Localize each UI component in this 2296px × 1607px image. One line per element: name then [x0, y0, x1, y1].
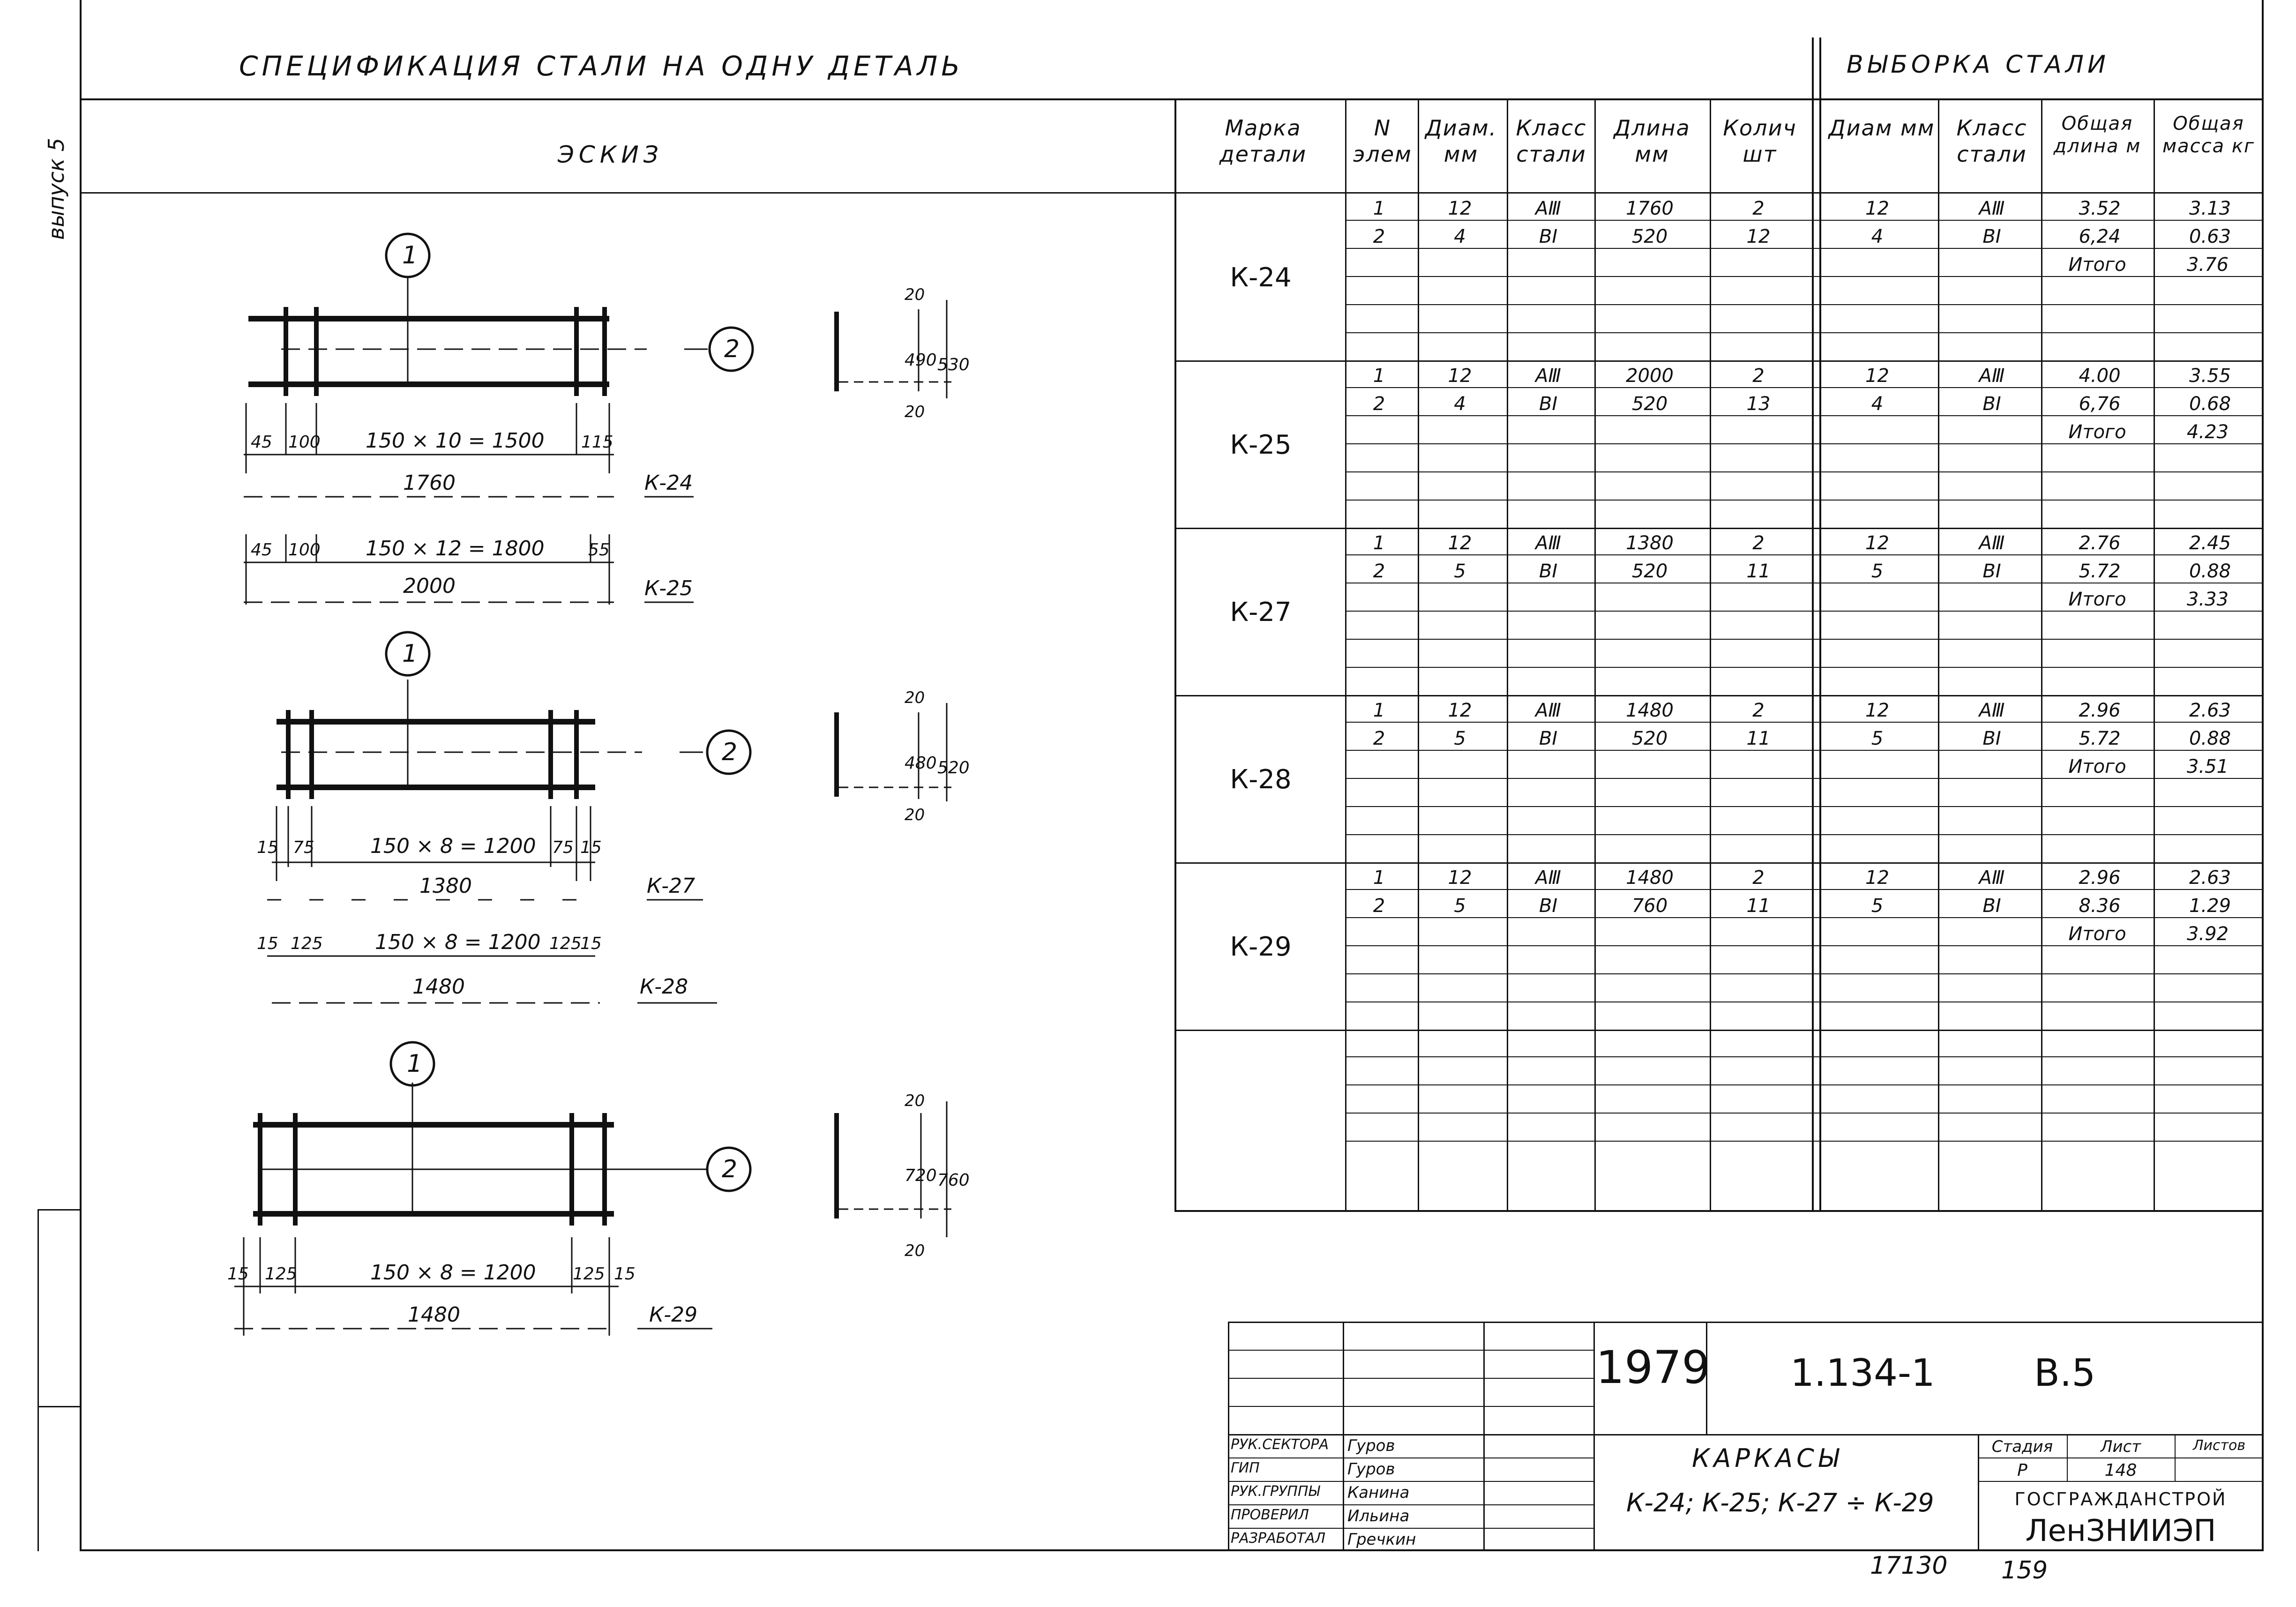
dim-115: 115 — [581, 433, 613, 452]
dim-k27-main: 150 × 8 = 1200 — [370, 834, 536, 858]
eskiz-title: ЭСКИЗ — [558, 141, 663, 168]
vyb-total-len: 3.52 — [2079, 198, 2121, 219]
dim-k24-main: 150 × 10 = 1500 — [366, 429, 545, 453]
part-mark: К-29 — [1230, 932, 1292, 962]
elem-length: 520 — [1631, 561, 1668, 582]
dim-k25-main: 150 × 12 = 1800 — [366, 537, 545, 561]
sec1-20a: 20 — [905, 285, 925, 304]
vyb-total-mass: 0.88 — [2189, 561, 2231, 582]
elem-class: ВⅠ — [1539, 393, 1558, 415]
part-mark: К-25 — [1230, 430, 1292, 460]
row-line — [1345, 304, 2262, 305]
dim-55: 55 — [588, 540, 610, 560]
dim-15b: 15 — [580, 838, 602, 857]
elem-n: 2 — [1373, 895, 1385, 917]
row-line — [1345, 722, 2262, 723]
elem-class: ВⅠ — [1539, 728, 1558, 749]
row-line-empty — [1345, 1084, 2262, 1085]
elem-length: 1760 — [1626, 198, 1674, 219]
stamp-role: РАЗРАБОТАЛ — [1231, 1530, 1326, 1547]
part-mark: К-28 — [1230, 764, 1292, 795]
vyb-diam: 12 — [1865, 700, 1889, 721]
table-header-line — [1174, 192, 2264, 194]
col-header-total-mass: Общая масса кг — [2162, 113, 2255, 157]
eskiz-drawing — [0, 0, 1172, 1547]
row-line — [1345, 415, 2262, 416]
dim-100: 100 — [288, 433, 321, 452]
vyb-diam: 5 — [1871, 728, 1884, 749]
stamp-year: 1979 — [1596, 1341, 1711, 1394]
dim-1480b: 1480 — [408, 1303, 460, 1327]
elem-n: 2 — [1373, 561, 1385, 582]
elem-class: АⅢ — [1535, 700, 1561, 721]
row-line — [1345, 471, 2262, 472]
stamp-role: РУК.СЕКТОРА — [1231, 1436, 1329, 1453]
elem-diam: 4 — [1454, 226, 1466, 247]
row-line — [1345, 750, 2262, 751]
dim-125b: 125 — [549, 934, 582, 953]
row-line — [1345, 973, 2262, 974]
elem-count: 13 — [1746, 393, 1771, 415]
elem-n: 2 — [1373, 728, 1385, 749]
elem-count: 2 — [1752, 532, 1765, 554]
dim-k29-main: 150 × 8 = 1200 — [370, 1261, 536, 1285]
elem-length: 520 — [1631, 728, 1668, 749]
row-line — [1345, 443, 2262, 444]
dim-125d: 125 — [573, 1264, 605, 1284]
vyb-diam: 12 — [1865, 867, 1889, 889]
elem-diam: 12 — [1448, 198, 1472, 219]
vyb-total-mass: 0.88 — [2189, 728, 2231, 749]
dim-15c: 15 — [257, 934, 278, 953]
part-separator — [1174, 528, 2264, 529]
itogo-value: 4.23 — [2186, 421, 2229, 443]
row-line — [1345, 834, 2262, 835]
sec1-490: 490 — [905, 351, 937, 370]
label-k24: К-24 — [644, 471, 693, 495]
dim-45b: 45 — [251, 540, 272, 560]
dim-125c: 125 — [265, 1264, 297, 1284]
dim-100b: 100 — [288, 540, 321, 560]
itogo-label: Итого — [2068, 254, 2126, 276]
label-k29: К-29 — [649, 1303, 698, 1327]
stamp-issue: В.5 — [2034, 1351, 2096, 1395]
stamp-name: Гуров — [1347, 1436, 1395, 1455]
spec-title: СПЕЦИФИКАЦИЯ СТАЛИ НА ОДНУ ДЕТАЛЬ — [239, 50, 964, 82]
itogo-value: 3.33 — [2186, 589, 2229, 610]
dim-15a: 15 — [257, 838, 278, 857]
elem-n: 1 — [1373, 867, 1385, 889]
dim-15e: 15 — [227, 1264, 249, 1284]
itogo-value: 3.76 — [2186, 254, 2229, 276]
vyb-total-len: 5.72 — [2079, 561, 2121, 582]
col-header-diam: Диам. мм — [1425, 115, 1497, 167]
row-line — [1345, 276, 2262, 277]
part-mark: К-27 — [1230, 597, 1292, 628]
row-line-empty — [1345, 1056, 2262, 1057]
dim-75b: 75 — [552, 838, 574, 857]
row-line — [1345, 889, 2262, 890]
elem-count: 11 — [1746, 728, 1771, 749]
stamp-subtitle: К-24; К-25; К-27 ÷ К-29 — [1626, 1488, 1934, 1517]
row-line-empty — [1345, 1141, 2262, 1142]
elem-diam: 5 — [1454, 561, 1466, 582]
elem-n: 2 — [1373, 226, 1385, 247]
stamp-name: Гречкин — [1347, 1530, 1416, 1549]
elem-n: 1 — [1373, 532, 1385, 554]
stamp-sheets-label: Листов — [2192, 1437, 2246, 1454]
vyb-class: ВⅠ — [1982, 895, 2001, 917]
vyb-class: ВⅠ — [1982, 226, 2001, 247]
row-line — [1345, 639, 2262, 640]
stamp-role: ПРОВЕРИЛ — [1231, 1507, 1309, 1523]
elem-diam: 5 — [1454, 895, 1466, 917]
pos-1-label: 1 — [402, 241, 418, 269]
pos-2-label-3: 2 — [722, 1155, 738, 1183]
dim-2000: 2000 — [403, 574, 456, 598]
sec2-20a: 20 — [905, 688, 925, 707]
table-col-line — [1938, 98, 1939, 1211]
vyb-class: АⅢ — [1979, 700, 2005, 721]
stamp-sheet: 148 — [2104, 1461, 2137, 1480]
pos-1-label-3: 1 — [407, 1050, 423, 1078]
col-header-class: Класс стали — [1516, 115, 1587, 167]
table-col-line — [1710, 98, 1711, 1211]
elem-class: ВⅠ — [1539, 561, 1558, 582]
dim-k28-main: 150 × 8 = 1200 — [375, 930, 541, 954]
sec3-760: 760 — [937, 1171, 970, 1190]
vyb-total-len: 6,76 — [2079, 393, 2121, 415]
row-line — [1345, 248, 2262, 249]
row-line-empty — [1345, 1113, 2262, 1114]
elem-length: 520 — [1631, 226, 1668, 247]
table-col-line — [1418, 98, 1419, 1211]
part-separator — [1174, 862, 2264, 864]
dim-75a: 75 — [293, 838, 314, 857]
vyb-total-len: 2.76 — [2079, 532, 2121, 554]
elem-length: 760 — [1631, 895, 1668, 917]
dim-1380: 1380 — [419, 874, 472, 898]
itogo-label: Итого — [2068, 421, 2126, 443]
dim-15d: 15 — [580, 934, 602, 953]
row-line — [1345, 945, 2262, 946]
elem-count: 2 — [1752, 700, 1765, 721]
label-k28: К-28 — [640, 975, 688, 999]
stamp-title: КАРКАСЫ — [1692, 1443, 1843, 1473]
elem-diam: 4 — [1454, 393, 1466, 415]
stamp-doc: 1.134-1 — [1790, 1351, 1935, 1395]
vyb-total-len: 4.00 — [2079, 365, 2121, 387]
elem-length: 1480 — [1626, 700, 1674, 721]
elem-class: АⅢ — [1535, 867, 1561, 889]
label-k27: К-27 — [647, 874, 696, 898]
table-col-line — [1594, 98, 1596, 1211]
col-header-vdiam: Диам мм — [1828, 115, 1935, 141]
row-line — [1345, 332, 2262, 333]
elem-diam: 12 — [1448, 532, 1472, 554]
vyb-class: ВⅠ — [1982, 728, 2001, 749]
elem-diam: 12 — [1448, 700, 1472, 721]
vyb-total-len: 5.72 — [2079, 728, 2121, 749]
col-header-count: Колич шт — [1723, 115, 1797, 167]
vyb-diam: 5 — [1871, 895, 1884, 917]
vyb-diam: 12 — [1865, 532, 1889, 554]
vyb-class: АⅢ — [1979, 532, 2005, 554]
sec1-530: 530 — [937, 355, 970, 374]
vyb-class: АⅢ — [1979, 198, 2005, 219]
dim-1760: 1760 — [403, 471, 456, 495]
vyb-total-len: 8.36 — [2079, 895, 2121, 917]
dim-45: 45 — [251, 433, 272, 452]
part-separator — [1174, 1030, 2264, 1031]
elem-length: 2000 — [1626, 365, 1674, 387]
vyb-total-len: 2.96 — [2079, 867, 2121, 889]
elem-count: 12 — [1746, 226, 1771, 247]
side-vypusk-label: выпуск 5 — [44, 138, 69, 240]
vyb-total-len: 2.96 — [2079, 700, 2121, 721]
part-mark: К-24 — [1230, 262, 1292, 293]
vyb-class: АⅢ — [1979, 867, 2005, 889]
col-header-total-len: Общая длина м — [2053, 113, 2141, 157]
label-k25: К-25 — [644, 576, 693, 600]
itogo-label: Итого — [2068, 589, 2126, 610]
vyb-total-mass: 2.45 — [2189, 532, 2231, 554]
stamp-stage-label: Стадия — [1991, 1437, 2053, 1456]
vyb-class: АⅢ — [1979, 365, 2005, 387]
sec3-720: 720 — [905, 1166, 937, 1185]
row-line — [1345, 806, 2262, 807]
sec2-480: 480 — [905, 754, 937, 773]
elem-n: 1 — [1373, 700, 1385, 721]
pos-1-label-2: 1 — [402, 640, 418, 668]
vyb-total-mass: 0.68 — [2189, 393, 2231, 415]
elem-n: 2 — [1373, 393, 1385, 415]
elem-length: 1380 — [1626, 532, 1674, 554]
elem-length: 1480 — [1626, 867, 1674, 889]
elem-n: 1 — [1373, 198, 1385, 219]
vyb-diam: 5 — [1871, 561, 1884, 582]
vyb-class: ВⅠ — [1982, 561, 2001, 582]
stamp-org2: ЛенЗНИИЭП — [2025, 1514, 2216, 1548]
vyb-diam: 4 — [1871, 393, 1884, 415]
row-line — [1345, 387, 2262, 388]
vyb-diam: 12 — [1865, 365, 1889, 387]
dim-125a: 125 — [291, 934, 323, 953]
sec1-20b: 20 — [905, 403, 925, 421]
bottom-page: 159 — [2001, 1556, 2048, 1585]
elem-class: ВⅠ — [1539, 895, 1558, 917]
pos-2-label: 2 — [724, 335, 740, 363]
elem-count: 2 — [1752, 198, 1765, 219]
elem-class: ВⅠ — [1539, 226, 1558, 247]
table-col-line — [1507, 98, 1508, 1211]
stamp-name: Ильина — [1347, 1507, 1410, 1525]
itogo-value: 3.92 — [2186, 923, 2229, 945]
row-line — [1345, 220, 2262, 221]
vyborka-title: ВЫБОРКА СТАЛИ — [1847, 51, 2109, 79]
dim-15f: 15 — [614, 1264, 636, 1284]
elem-count: 2 — [1752, 867, 1765, 889]
vyb-diam: 12 — [1865, 198, 1889, 219]
vyb-class: ВⅠ — [1982, 393, 2001, 415]
row-line — [1345, 917, 2262, 918]
elem-diam: 5 — [1454, 728, 1466, 749]
elem-n: 1 — [1373, 365, 1385, 387]
stamp-sheet-label: Лист — [2100, 1437, 2141, 1456]
row-line — [1345, 778, 2262, 779]
vyb-total-mass: 2.63 — [2189, 867, 2231, 889]
col-header-n: N элем — [1353, 115, 1412, 167]
stamp-org1: ГОСГРАЖДАНСТРОЙ — [2014, 1489, 2227, 1510]
elem-length: 520 — [1631, 393, 1668, 415]
stamp-role: РУК.ГРУППЫ — [1231, 1483, 1320, 1500]
row-line — [1345, 500, 2262, 501]
part-separator — [1174, 695, 2264, 696]
sec2-20b: 20 — [905, 806, 925, 824]
vyb-total-mass: 0.63 — [2189, 226, 2231, 247]
stamp-stage: Р — [2017, 1461, 2027, 1480]
vyb-total-mass: 3.55 — [2189, 365, 2231, 387]
elem-diam: 12 — [1448, 365, 1472, 387]
vyb-total-len: 6,24 — [2079, 226, 2121, 247]
elem-count: 2 — [1752, 365, 1765, 387]
dim-1480: 1480 — [412, 975, 465, 999]
row-line — [1345, 611, 2262, 612]
title-block — [1228, 1322, 2264, 1551]
elem-class: АⅢ — [1535, 532, 1561, 554]
stamp-name: Канина — [1347, 1483, 1410, 1502]
elem-diam: 12 — [1448, 867, 1472, 889]
elem-count: 11 — [1746, 561, 1771, 582]
itogo-label: Итого — [2068, 923, 2126, 945]
elem-count: 11 — [1746, 895, 1771, 917]
col-header-vclass: Класс стали — [1956, 115, 2027, 167]
sec3-20a: 20 — [905, 1091, 925, 1110]
vyb-total-mass: 3.13 — [2189, 198, 2231, 219]
row-line — [1345, 554, 2262, 555]
itogo-label: Итого — [2068, 756, 2126, 777]
vyb-diam: 4 — [1871, 226, 1884, 247]
vyb-total-mass: 1.29 — [2189, 895, 2231, 917]
elem-class: АⅢ — [1535, 198, 1561, 219]
col-header-mark: Марка детали — [1219, 115, 1307, 167]
part-separator — [1174, 360, 2264, 362]
elem-class: АⅢ — [1535, 365, 1561, 387]
vyb-total-mass: 2.63 — [2189, 700, 2231, 721]
sec3-20b: 20 — [905, 1241, 925, 1260]
itogo-value: 3.51 — [2186, 756, 2229, 777]
sec2-520: 520 — [937, 758, 970, 777]
pos-2-label-2: 2 — [722, 738, 738, 766]
row-line — [1345, 667, 2262, 668]
bottom-code: 17130 — [1870, 1552, 1948, 1580]
stamp-role: ГИП — [1231, 1460, 1260, 1476]
col-header-length: Длина мм — [1614, 115, 1690, 167]
table-col-line — [1345, 98, 1346, 1211]
stamp-name: Гуров — [1347, 1460, 1395, 1479]
